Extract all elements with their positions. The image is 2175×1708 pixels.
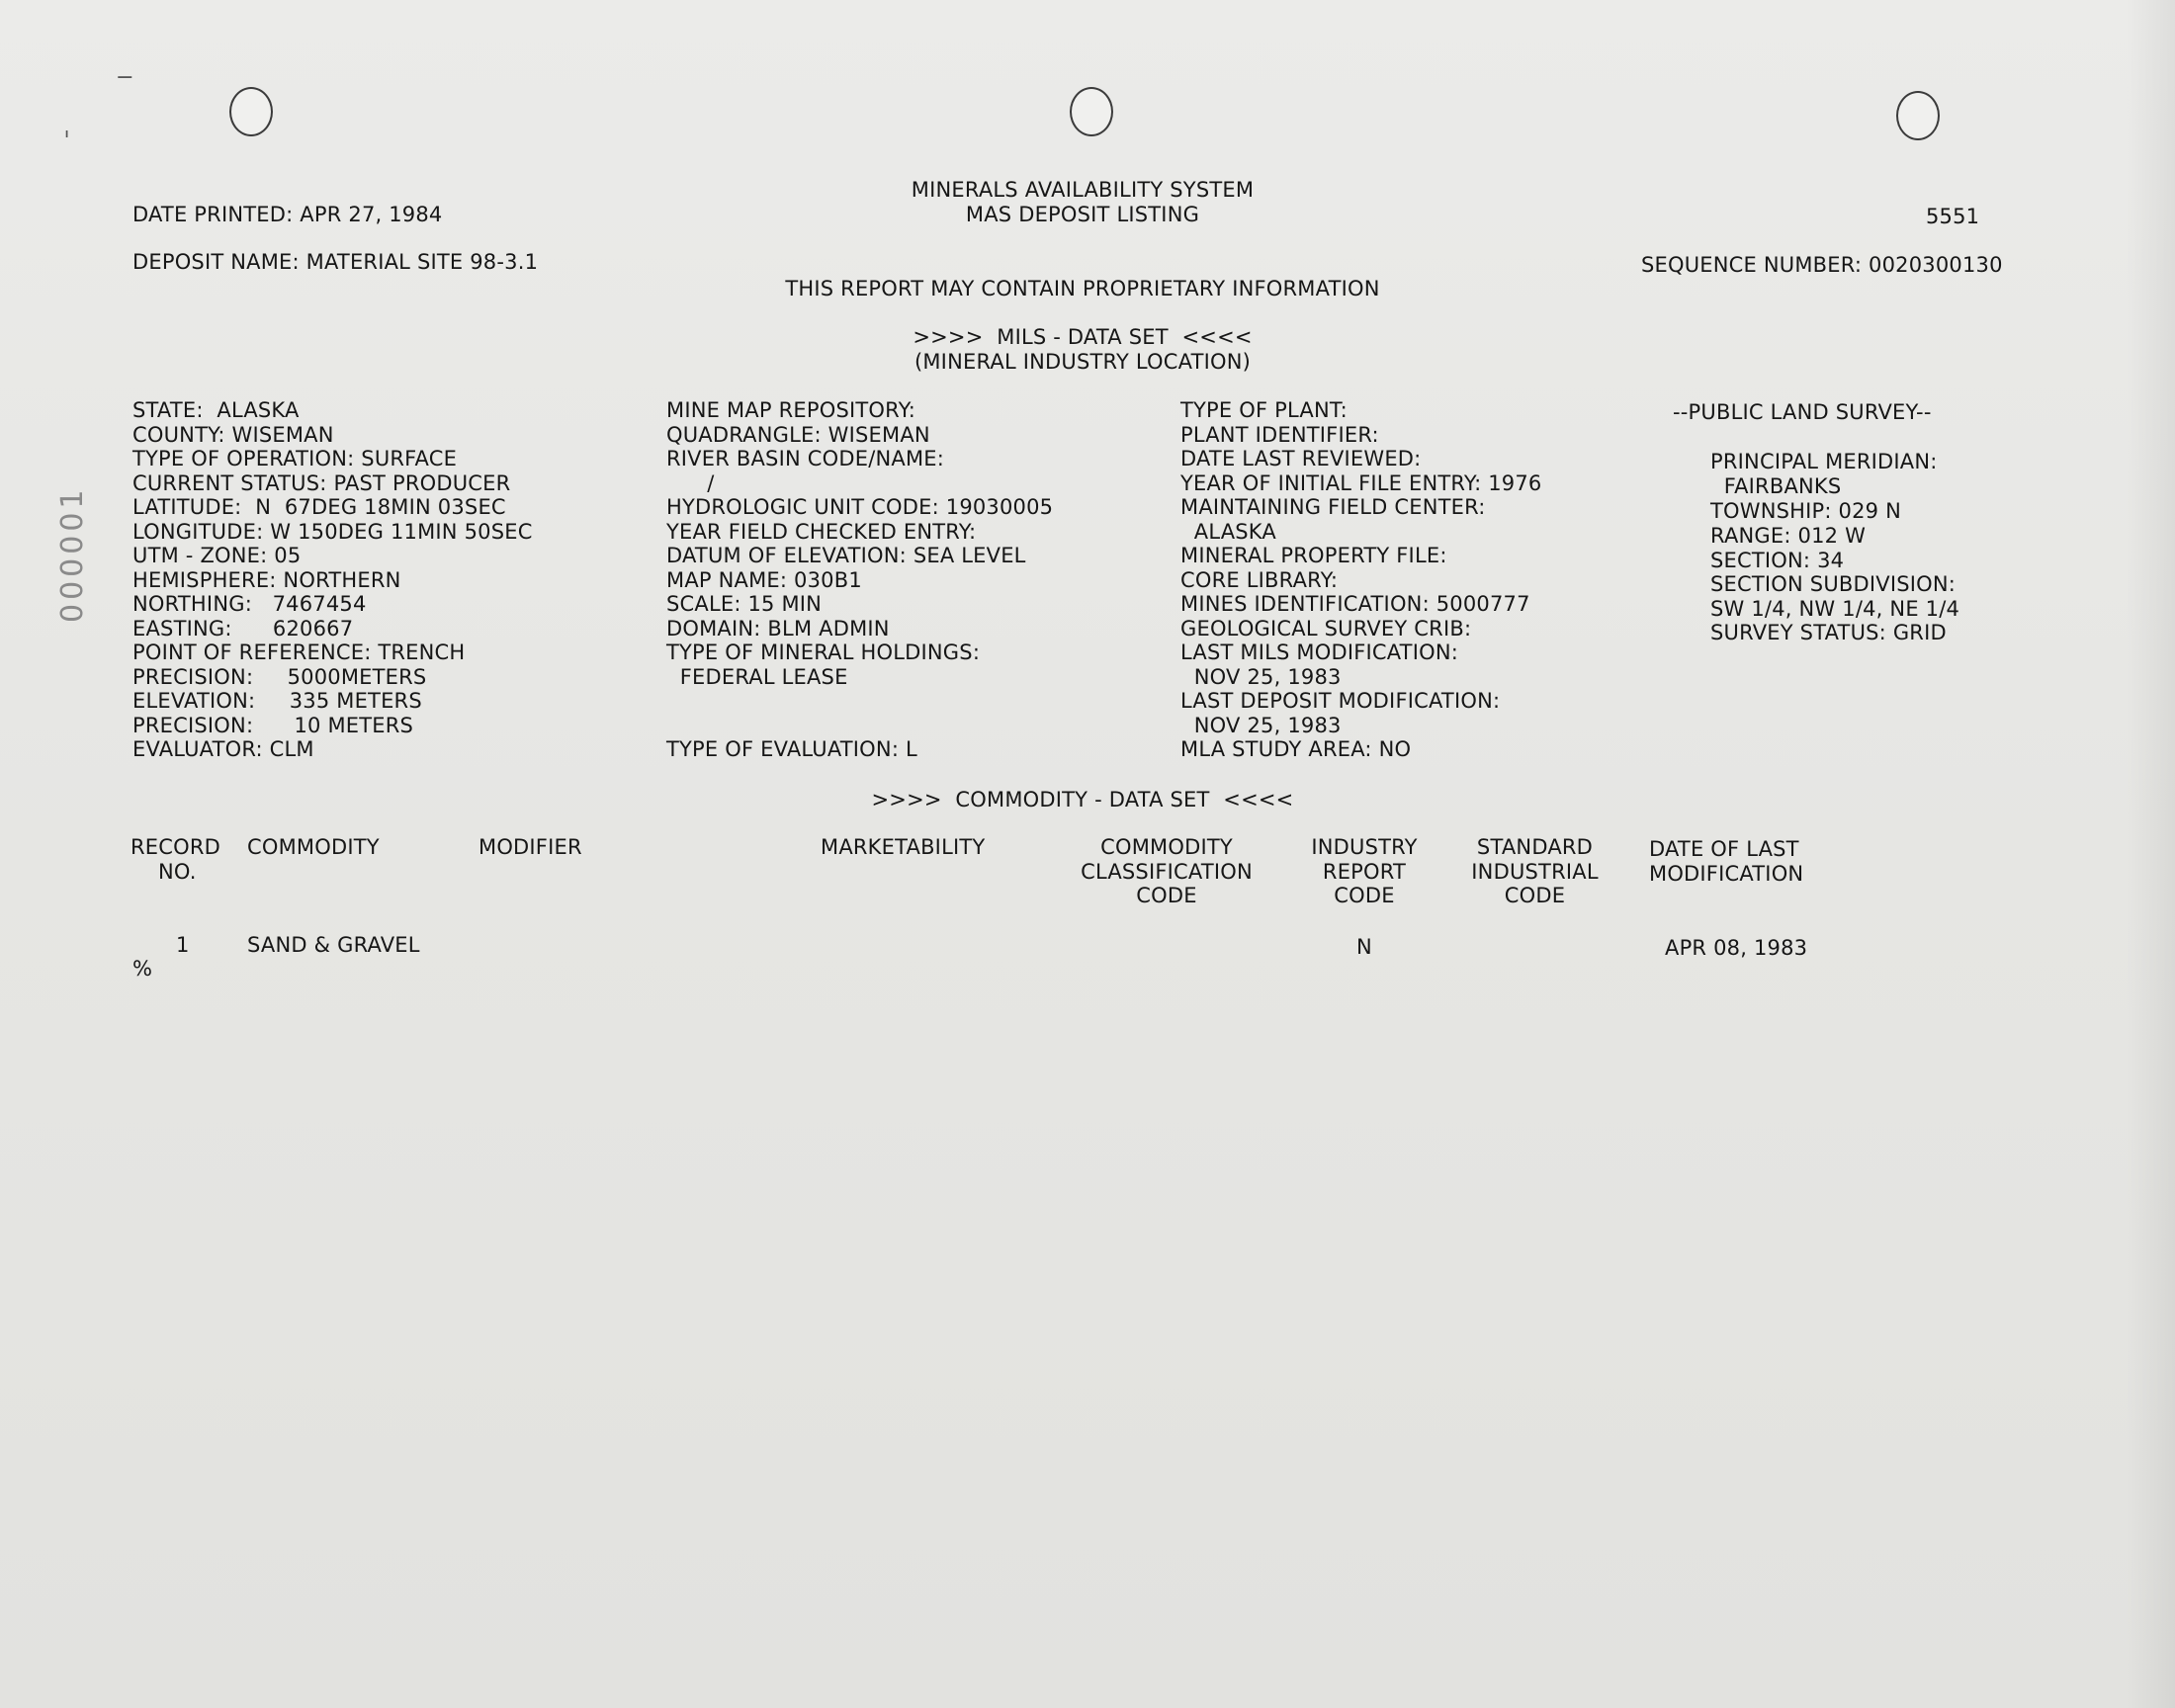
mils-field: POINT OF REFERENCE: TRENCH	[132, 640, 466, 664]
survey-field: FAIRBANKS	[1710, 474, 1842, 498]
header-classification: CLASSIFICATION	[1081, 860, 1253, 884]
mils-field: MINERAL PROPERTY FILE:	[1180, 544, 1447, 567]
mils-field: ELEVATION: 335 METERS	[132, 689, 422, 713]
binder-hole-right	[1896, 91, 1940, 140]
header-modifier: MODIFIER	[478, 835, 582, 859]
mils-field: COUNTY: WISEMAN	[132, 423, 334, 447]
mils-subheading: (MINERAL INDUSTRY LOCATION)	[914, 350, 1252, 374]
mils-heading: >>>> MILS - DATA SET <<<<	[913, 325, 1253, 349]
header-record: RECORD	[130, 835, 221, 859]
mils-field: STATE: ALASKA	[132, 398, 300, 422]
mils-field: YEAR OF INITIAL FILE ENTRY: 1976	[1180, 471, 1542, 495]
mils-field: GEOLOGICAL SURVEY CRIB:	[1180, 617, 1472, 640]
header-marketability: MARKETABILITY	[821, 835, 986, 859]
commodity-heading: >>>> COMMODITY - DATA SET <<<<	[871, 788, 1294, 811]
mils-field: TYPE OF PLANT:	[1180, 398, 1348, 422]
date-printed: DATE PRINTED: APR 27, 1984	[132, 203, 443, 226]
proprietary-notice: THIS REPORT MAY CONTAIN PROPRIETARY INFORMATION	[785, 277, 1380, 300]
mils-field: MAP NAME: 030B1	[666, 568, 862, 592]
mils-field: NORTHING: 7467454	[132, 592, 367, 616]
scan-mark: ‒	[117, 61, 133, 91]
mils-field: NOV 25, 1983	[1180, 714, 1342, 737]
mils-field: QUADRANGLE: WISEMAN	[666, 423, 930, 447]
header-classification: COMMODITY	[1100, 835, 1233, 859]
survey-field: PRINCIPAL MERIDIAN:	[1710, 450, 1938, 473]
sequence-number: SEQUENCE NUMBER: 0020300130	[1641, 253, 2003, 277]
header-commodity: COMMODITY	[247, 835, 380, 859]
mils-field: YEAR FIELD CHECKED ENTRY:	[666, 520, 977, 544]
survey-field: SURVEY STATUS: GRID	[1710, 621, 1947, 644]
mils-field: UTM - ZONE: 05	[132, 544, 302, 567]
mils-field: TYPE OF EVALUATION: L	[666, 737, 917, 761]
mils-field: HEMISPHERE: NORTHERN	[132, 568, 401, 592]
header-standard: STANDARD	[1476, 835, 1594, 859]
mils-field: CURRENT STATUS: PAST PRODUCER	[132, 471, 511, 495]
mils-field: DOMAIN: BLM ADMIN	[666, 617, 890, 640]
mils-field: LAST MILS MODIFICATION:	[1180, 640, 1459, 664]
deposit-name: DEPOSIT NAME: MATERIAL SITE 98-3.1	[132, 250, 539, 274]
row-date-last: APR 08, 1983	[1665, 936, 1808, 960]
row-commodity: SAND & GRAVEL	[247, 933, 420, 957]
mils-field: PRECISION: 10 METERS	[132, 714, 414, 737]
survey-field: RANGE: 012 W	[1710, 524, 1867, 548]
mils-field: EVALUATOR: CLM	[132, 737, 314, 761]
header-date-last: DATE OF LAST	[1649, 837, 1799, 861]
survey-field: SECTION: 34	[1710, 549, 1845, 572]
end-marker: %	[132, 957, 153, 981]
mils-field: DATUM OF ELEVATION: SEA LEVEL	[666, 544, 1026, 567]
mils-field: MINES IDENTIFICATION: 5000777	[1180, 592, 1530, 616]
mils-field: ALASKA	[1180, 520, 1276, 544]
system-title: MINERALS AVAILABILITY SYSTEM	[911, 178, 1255, 202]
mils-field: HYDROLOGIC UNIT CODE: 19030005	[666, 495, 1054, 519]
binder-hole-left	[229, 87, 273, 136]
mils-field: EASTING: 620667	[132, 617, 354, 640]
mils-field: RIVER BASIN CODE/NAME:	[666, 447, 945, 470]
page-shadow	[2126, 0, 2175, 1708]
mils-field: TYPE OF OPERATION: SURFACE	[132, 447, 458, 470]
header-industry: CODE	[1334, 884, 1395, 907]
header-industry: REPORT	[1322, 860, 1407, 884]
mils-field: MLA STUDY AREA: NO	[1180, 737, 1412, 761]
mils-field: MAINTAINING FIELD CENTER:	[1180, 495, 1486, 519]
listing-title: MAS DEPOSIT LISTING	[965, 203, 1200, 226]
mils-field: LONGITUDE: W 150DEG 11MIN 50SEC	[132, 520, 533, 544]
mils-field: /	[666, 471, 715, 495]
mils-field: NOV 25, 1983	[1180, 665, 1342, 689]
header-classification: CODE	[1136, 884, 1197, 907]
binder-hole-center	[1070, 87, 1113, 136]
header-record-no: NO.	[158, 860, 197, 884]
header-standard: CODE	[1504, 884, 1566, 907]
survey-field: TOWNSHIP: 029 N	[1710, 499, 1902, 523]
mils-field: PLANT IDENTIFIER:	[1180, 423, 1379, 447]
mils-field: LAST DEPOSIT MODIFICATION:	[1180, 689, 1501, 713]
mils-field: DATE LAST REVIEWED:	[1180, 447, 1422, 470]
survey-field: SECTION SUBDIVISION:	[1710, 572, 1957, 596]
mils-field: FEDERAL LEASE	[666, 665, 848, 689]
side-stamp: 000001	[55, 485, 90, 623]
header-date-last: MODIFICATION	[1649, 862, 1804, 886]
page-number: 5551	[1926, 205, 1980, 228]
header-standard: INDUSTRIAL	[1471, 860, 1599, 884]
mils-field: TYPE OF MINERAL HOLDINGS:	[666, 640, 981, 664]
scan-mark: ˌ	[63, 111, 71, 140]
mils-field: PRECISION: 5000METERS	[132, 665, 427, 689]
public-land-survey-heading: --PUBLIC LAND SURVEY--	[1673, 400, 1932, 424]
mils-field: LATITUDE: N 67DEG 18MIN 03SEC	[132, 495, 506, 519]
mils-field: CORE LIBRARY:	[1180, 568, 1339, 592]
survey-field: SW 1/4, NW 1/4, NE 1/4	[1710, 597, 1960, 621]
row-record-no: 1	[176, 933, 190, 957]
mils-field: MINE MAP REPOSITORY:	[666, 398, 916, 422]
row-industry-code: N	[1356, 935, 1372, 959]
mils-field: SCALE: 15 MIN	[666, 592, 823, 616]
header-industry: INDUSTRY	[1311, 835, 1418, 859]
